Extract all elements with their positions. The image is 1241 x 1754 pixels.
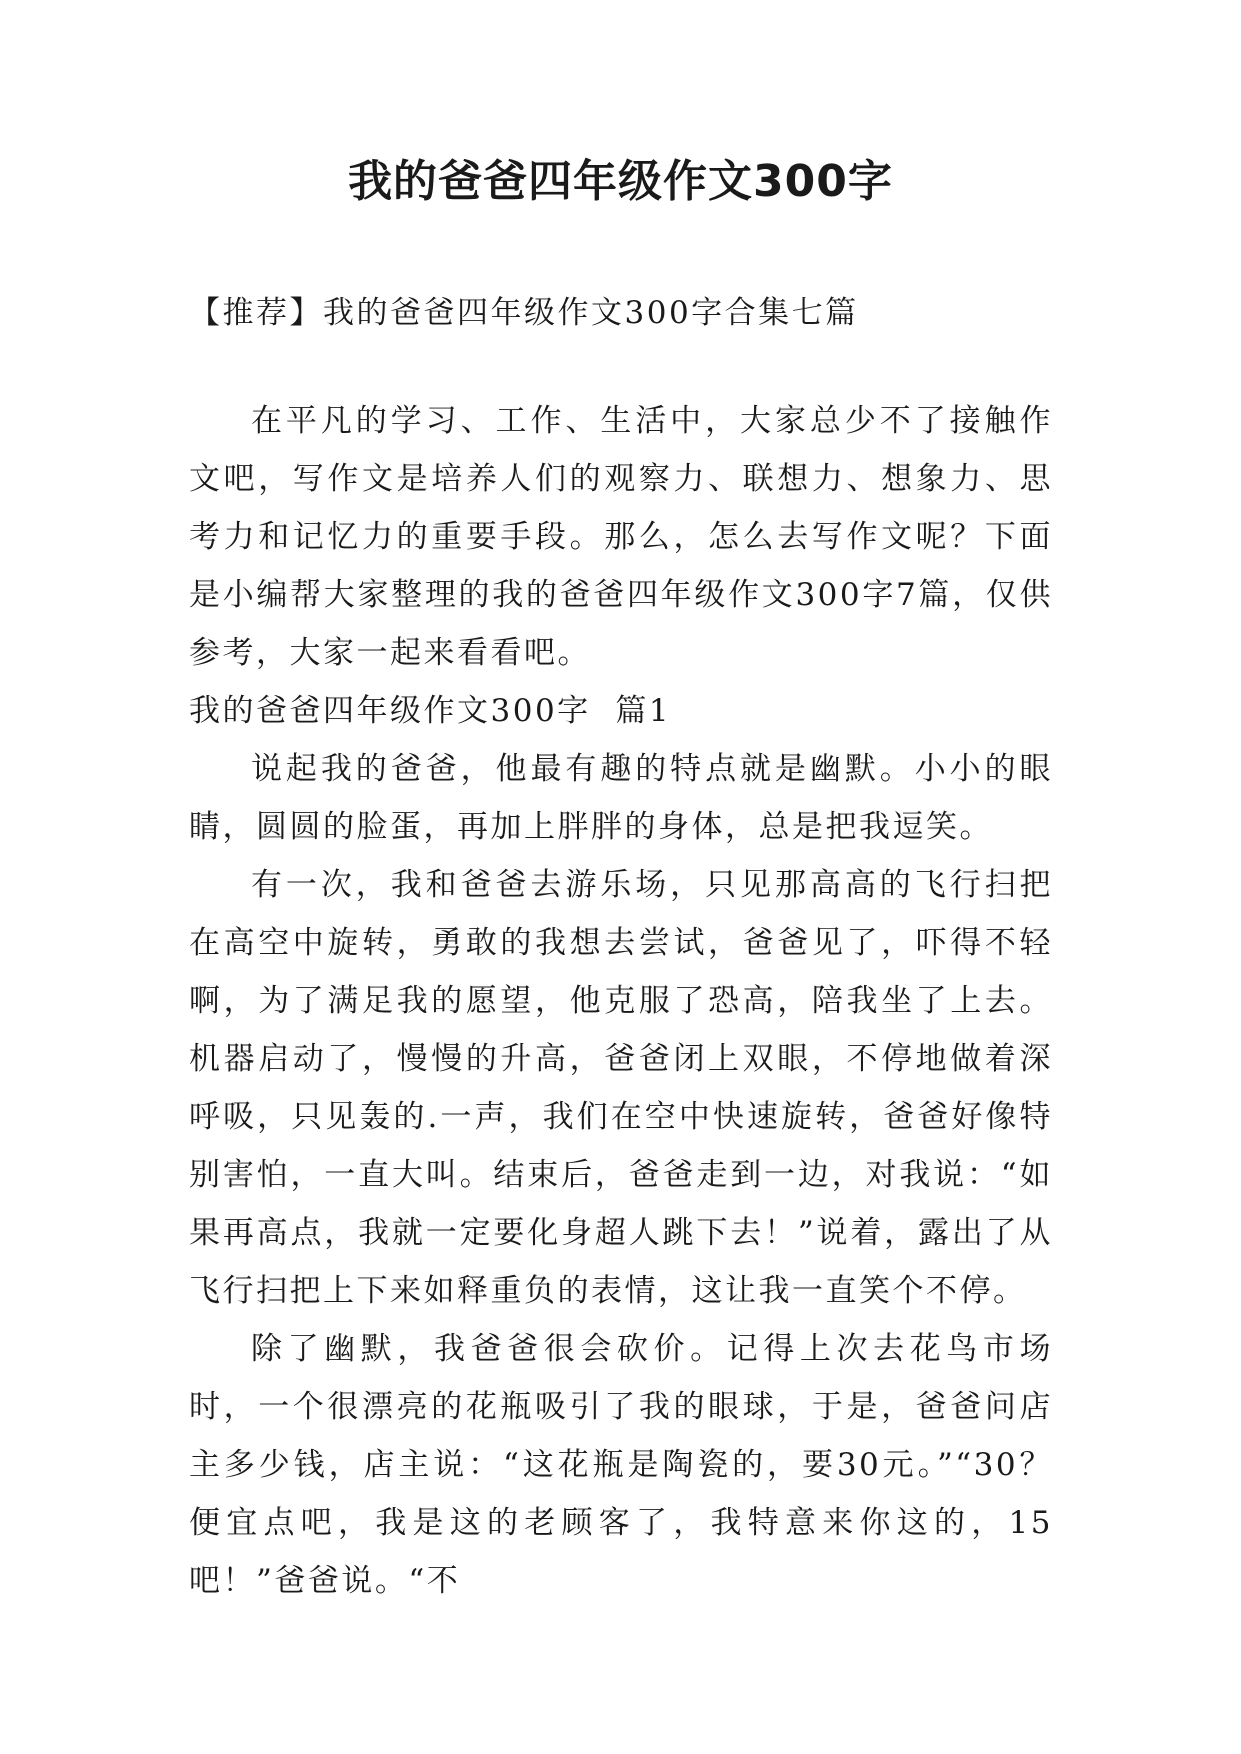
body-paragraph: 说起我的爸爸，他最有趣的特点就是幽默。小小的眼睛，圆圆的脸蛋，再加上胖胖的身体，总是把我逗笑。 <box>189 751 1053 845</box>
document-title: 我的爸爸四年级作文300字 <box>348 156 893 207</box>
body-paragraph: 除了幽默，我爸爸很会砍价。记得上次去花鸟市场时，一个很漂亮的花瓶吸引了我的眼球，于是，爸爸问店主多少钱，店主说：“这花瓶是陶瓷的，要30元。”“30？便宜点吧，我是这的老顾客了，我特意来你这的，15吧！”爸爸说。“不 <box>189 1331 1053 1599</box>
document-body <box>189 284 1053 1610</box>
body-paragraph: 有一次，我和爸爸去游乐场，只见那高高的飞行扫把在高空中旋转，勇敢的我想去尝试，爸爸见了，吓得不轻啊，为了满足我的愿望，他克服了恐高，陪我坐了上去。机器启动了，慢慢的升高，爸爸闭上双眼，不停地做着深呼吸，只见轰的.一声，我们在空中快速旋转，爸爸好像特别害怕，一直大叫。结束后，爸爸走到一边，对我说：“如果再高点，我就一定要化身超人跳下去！”说着，露出了从飞行扫把上下来如释重负的表情，这让我一直笑个不停。 <box>189 867 1053 1309</box>
recommend-line: 【推荐】我的爸爸四年级作文300字合集七篇 <box>189 295 859 331</box>
intro-paragraph: 在平凡的学习、工作、生活中，大家总少不了接触作文吧，写作文是培养人们的观察力、联想力、想象力、思考力和记忆力的重要手段。那么，怎么去写作文呢？下面是小编帮大家整理的我的爸爸四年级作文300字7篇，仅供参考，大家一起来看看吧。 <box>189 403 1053 671</box>
section-heading: 我的爸爸四年级作文300字 篇1 <box>189 693 672 729</box>
